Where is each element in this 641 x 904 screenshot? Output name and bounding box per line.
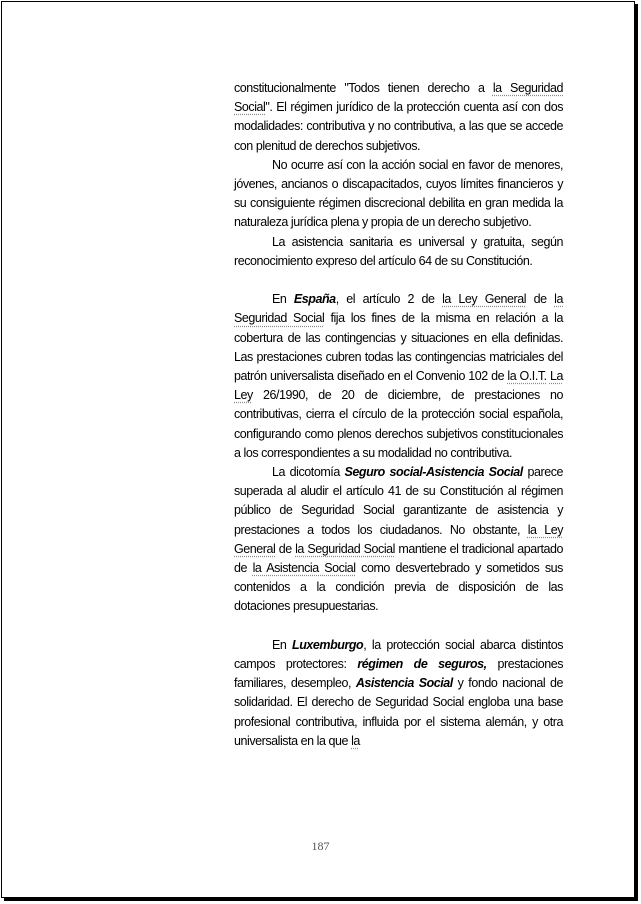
underlined-term: la Seguridad Social: [234, 81, 563, 115]
country-name: España: [293, 292, 336, 307]
emphasized-term: Seguro social-Asistencia Social: [344, 465, 523, 480]
text-run: ". El régimen jurídico de la protección cuenta así con dos modalidades: contributiva y no contributiva, a las que se accede con plenitud de derechos subjetivos.: [234, 100, 563, 153]
country-name: Luxemburgo: [292, 637, 364, 652]
text-run: fija los fines de la misma en relación a la cobertura de las contingencias y situaciones en ella definidas. Las prestaciones cubren todas las contingencias matriciales del patrón universalista diseñado en el Convenio 102 de: [234, 311, 564, 384]
text-run: y fondo nacional de solidaridad. El derecho de Seguridad Social engloba una base profesional contributiva, influida por el sistema alemán, y otra universalista en la que: [234, 676, 563, 748]
page-number: 187: [311, 839, 330, 853]
underlined-term: la: [351, 733, 360, 748]
paragraph-continuation: [234, 79, 563, 156]
underlined-term: la Seguridad Social: [234, 292, 563, 326]
text-run: parece superada al aludir el artículo 41 de su Constitución al régimen público de Seguridad Social garantizante de asistencia y prestaciones a todos los ciudadanos. No obstante,: [234, 465, 564, 537]
text-run: como desvertebrado y sometidos sus contenidos a la condición previa de disposición de las dotaciones presupuestarias.: [234, 561, 563, 614]
document-page: [1, 1, 635, 898]
emphasized-term: Asistencia Social: [355, 676, 453, 691]
underlined-term: la Seguridad Social: [295, 541, 395, 556]
text-run: de: [526, 292, 555, 307]
blank-line: [234, 271, 563, 290]
text-run: mantiene el tradicional apartado de: [234, 541, 563, 576]
underlined-term: la Asistencia Social: [252, 561, 356, 576]
text-run: En: [272, 637, 293, 652]
paragraph-luxembourg: [234, 636, 563, 751]
text-run: 26/1990, de 20 de diciembre, de prestaciones no contributivas, cierra el círculo de la protección social española, configurando como plenos derechos subjetivos constitucionales a los correspondientes a su modalidad no contributiva.: [234, 388, 563, 460]
text-run: constitucionalmente "Todos tienen derecho a: [234, 81, 493, 95]
underlined-term: la O.I.T.: [507, 369, 547, 384]
emphasized-term: régimen de seguros,: [357, 657, 487, 672]
paragraph-dichotomy: [234, 463, 563, 617]
text-run: , la protección social abarca distintos campos protectores:: [234, 637, 563, 672]
text-run: prestaciones familiares, desempleo,: [234, 657, 563, 691]
text-run: de: [275, 541, 296, 556]
text-run: La dicotomía: [272, 465, 345, 480]
blank-line: [234, 617, 563, 636]
paragraph-health-care: La asistencia sanitaria es universal y gratuita, según reconocimiento expreso del artículo 64 de su Constitución.: [234, 234, 563, 268]
paragraph-spain: [234, 290, 563, 463]
body-text: [234, 79, 563, 751]
underlined-term: la Ley General: [442, 292, 527, 307]
paragraph-social-action: No ocurre así con la acción social en favor de menores, jóvenes, ancianos o discapacitados, cuyos límites financieros y su consiguiente régimen discrecional debilita en gran medida la naturaleza jurídica plena y propia de un derecho subjetivo.: [234, 157, 563, 230]
underlined-term: la Ley General: [234, 522, 564, 556]
underlined-term: La Ley: [234, 369, 563, 403]
text-run: , el artículo 2 de: [335, 292, 443, 307]
text-run: En: [272, 292, 294, 307]
